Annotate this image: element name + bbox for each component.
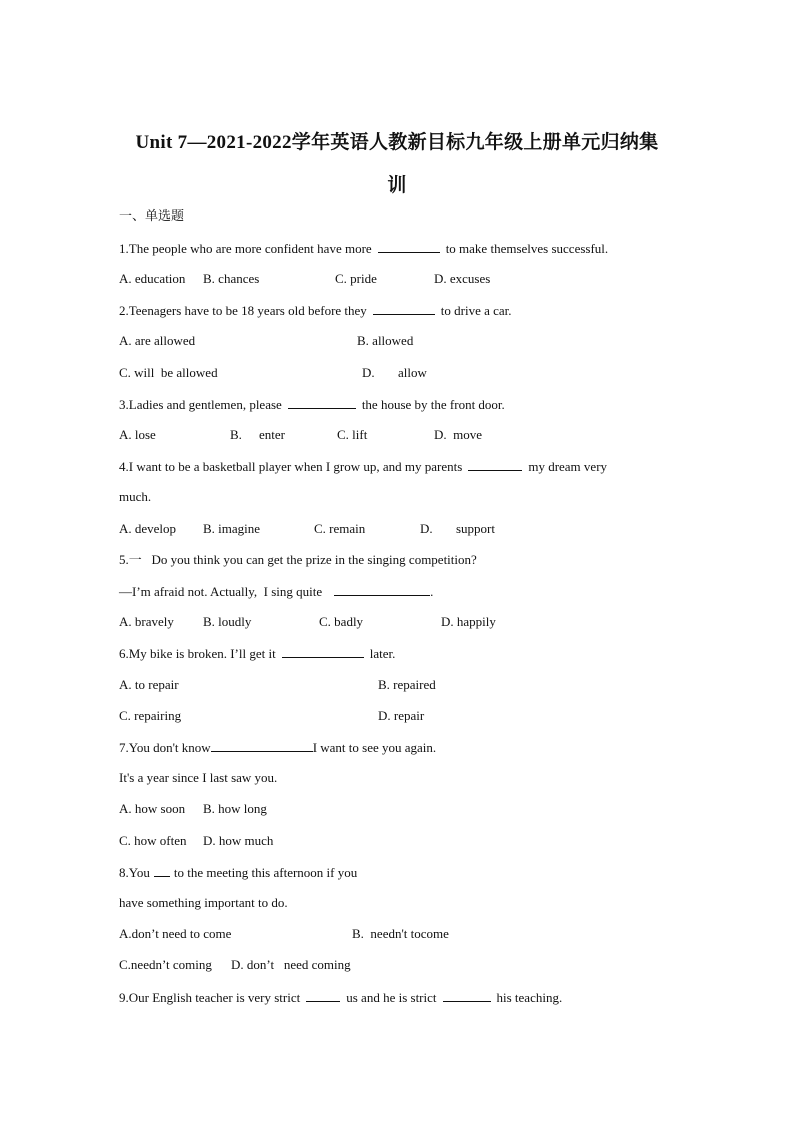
- question-2-stem: 2.Teenagers have to be 18 years old before they: [119, 303, 367, 318]
- question-3-stem-end: the house by the front door.: [361, 397, 505, 412]
- question-6-stem: 6.My bike is broken. I’ll get it: [119, 646, 276, 661]
- answer-blank: [334, 583, 430, 596]
- question-8-continued: have something important to do.: [119, 895, 288, 910]
- answer-blank: [378, 240, 440, 253]
- question-7: [119, 739, 436, 756]
- option-b: B. allowed: [357, 333, 414, 348]
- question-4-continued: much.: [119, 489, 152, 504]
- option-a: A. how soon: [119, 801, 186, 816]
- option-b-text: enter: [259, 427, 285, 442]
- question-4-stem-end: my dream very: [528, 459, 608, 474]
- option-c: C. repairing: [119, 708, 182, 723]
- option-c: C. badly: [319, 614, 364, 629]
- option-d: D. repair: [378, 708, 425, 723]
- page-title: Unit 7—2021-2022学年英语人教新目标九年级上册单元归纳集: [135, 132, 659, 153]
- option-d: D. excuses: [434, 271, 491, 286]
- question-7-stem-end: I want to see you again.: [312, 740, 437, 755]
- option-d-text: support: [456, 521, 495, 536]
- option-b: B.: [230, 427, 242, 442]
- option-d: D. don’t need coming: [231, 957, 351, 972]
- question-7-continued: It's a year since I last saw you.: [119, 770, 278, 785]
- question-8: [119, 864, 357, 881]
- question-5: 5.一 Do you think you can get the prize in the singing competition?: [119, 552, 477, 567]
- question-5-response-text: —I’m afraid not. Actually, I sing quite: [119, 584, 323, 599]
- option-c: C. how often: [119, 833, 187, 848]
- option-a: A. are allowed: [119, 333, 196, 348]
- option-d: D.: [420, 521, 433, 536]
- question-9: [119, 989, 562, 1006]
- option-b: B. repaired: [378, 677, 436, 692]
- option-b: B. chances: [203, 271, 260, 286]
- question-9-stem: 9.Our English teacher is very strict: [119, 990, 301, 1005]
- question-4-stem: 4.I want to be a basketball player when I grow up, and my parents: [119, 459, 463, 474]
- option-d: D. how much: [203, 833, 274, 848]
- question-6-stem-end: later.: [369, 646, 396, 661]
- answer-blank: [154, 864, 170, 877]
- question-4: [119, 458, 607, 475]
- section-heading: 一、单选题: [119, 208, 185, 223]
- question-1-stem-end: to make themselves successful.: [445, 241, 609, 256]
- question-5-response-end: .: [430, 584, 434, 599]
- page-title-continued: 训: [387, 175, 407, 196]
- option-d-text: allow: [398, 365, 427, 380]
- answer-blank: [282, 645, 364, 658]
- option-a: A. bravely: [119, 614, 174, 629]
- question-6: [119, 645, 395, 662]
- question-1: [119, 240, 608, 257]
- question-3-stem: 3.Ladies and gentlemen, please: [119, 397, 282, 412]
- answer-blank: [288, 396, 356, 409]
- option-a: A. to repair: [119, 677, 179, 692]
- question-3: [119, 396, 505, 413]
- question-2-stem-end: to drive a car.: [440, 303, 512, 318]
- question-7-stem: 7.You don't know: [119, 740, 211, 755]
- question-1-stem: 1.The people who are more confident have more: [119, 241, 372, 256]
- question-5-response: [119, 583, 433, 600]
- question-8-stem: 8.You: [119, 865, 150, 880]
- question-2: [119, 302, 512, 319]
- option-c: C. lift: [337, 427, 368, 442]
- option-d: D. happily: [441, 614, 496, 629]
- option-a: A. lose: [119, 427, 156, 442]
- answer-blank: [373, 302, 435, 315]
- option-d: D. move: [434, 427, 483, 442]
- question-8-stem-end: to the meeting this afternoon if you: [173, 865, 358, 880]
- option-a: A. develop: [119, 521, 177, 536]
- answer-blank: [468, 458, 522, 471]
- option-d: D.: [362, 365, 375, 380]
- answer-blank: [211, 739, 313, 752]
- question-9-stem-end: his teaching.: [496, 990, 563, 1005]
- option-c: C. remain: [314, 521, 366, 536]
- answer-blank: [443, 989, 491, 1002]
- option-a: A.don’t need to come: [119, 926, 232, 941]
- option-b: B. needn't tocome: [352, 926, 449, 941]
- option-c: C. will be allowed: [119, 365, 218, 380]
- option-c: C.needn’t coming: [119, 957, 212, 972]
- option-a: A. education: [119, 271, 186, 286]
- question-9-stem-mid: us and he is strict: [346, 990, 437, 1005]
- option-b: B. how long: [203, 801, 267, 816]
- option-b: B. loudly: [203, 614, 252, 629]
- option-c: C. pride: [335, 271, 377, 286]
- option-b: B. imagine: [203, 521, 261, 536]
- answer-blank: [306, 989, 340, 1002]
